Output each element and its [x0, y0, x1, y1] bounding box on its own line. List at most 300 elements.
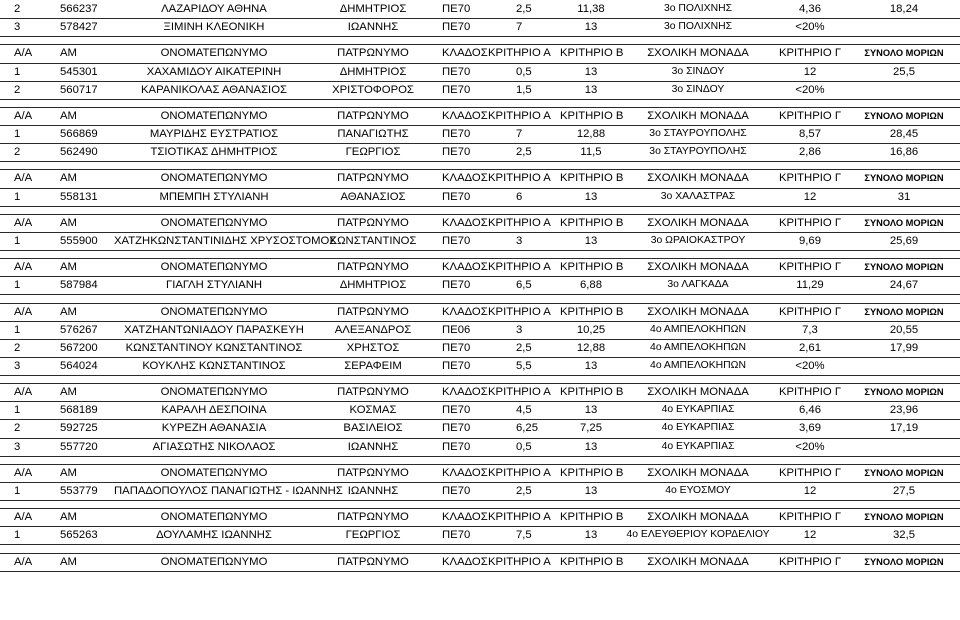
header-criterion-a: ΚΡΙΤΗΡΙΟ Α: [488, 306, 551, 318]
cell-branch: ΠΕ70: [442, 66, 471, 78]
cell-branch: ΠΕ70: [442, 21, 471, 33]
cell-school-unit: 3ο ΣΤΑΥΡΟΥΠΟΛΗΣ: [649, 128, 747, 139]
cell-total-points: 28,45: [889, 128, 919, 140]
header-full-name: ΟΝΟΜΑΤΕΠΩΝΥΜΟ: [160, 511, 268, 523]
cell-row-index: 1: [14, 404, 21, 416]
cell-criterion-a: 6,5: [516, 279, 532, 291]
cell-school-unit: 3ο ΠΟΛΙΧΝΗΣ: [663, 3, 733, 14]
row-divider: [0, 99, 960, 100]
cell-criterion-a: 7: [516, 128, 523, 140]
header-row-index: Α/Α: [14, 47, 33, 59]
cell-criterion-b: 7,25: [580, 422, 602, 434]
cell-total-points: 17,19: [889, 422, 919, 434]
header-branch: ΚΛΑΔΟΣ: [442, 386, 488, 398]
header-am: ΑΜ: [60, 110, 77, 122]
header-school-unit: ΣΧΟΛΙΚΗ ΜΟΝΑΔΑ: [647, 511, 749, 523]
row-divider: [0, 294, 960, 295]
cell-criterion-c: 7,3: [802, 324, 818, 336]
header-branch: ΚΛΑΔΟΣ: [442, 110, 488, 122]
cell-father-name: ΔΗΜΗΤΡΙΟΣ: [339, 279, 407, 291]
cell-branch: ΠΕ70: [442, 3, 471, 15]
header-row: [0, 508, 960, 526]
cell-criterion-a: 2,5: [516, 146, 532, 158]
cell-am: 557720: [60, 441, 98, 453]
header-father-name: ΠΑΤΡΩΝΥΜΟ: [337, 467, 409, 479]
cell-am: 576267: [60, 324, 98, 336]
header-criterion-c: ΚΡΙΤΗΡΙΟ Γ: [778, 556, 842, 568]
header-row-index: Α/Α: [14, 110, 33, 122]
cell-criterion-a: 4,5: [516, 404, 532, 416]
table-row: [0, 357, 960, 375]
cell-row-index: 3: [14, 21, 21, 33]
cell-father-name: ΧΡΙΣΤΟΦΟΡΟΣ: [332, 84, 414, 96]
cell-criterion-c: 2,61: [799, 342, 821, 354]
cell-am: 566869: [60, 128, 98, 140]
header-row: [0, 464, 960, 482]
cell-criterion-b: 12,88: [576, 342, 606, 354]
header-full-name: ΟΝΟΜΑΤΕΠΩΝΥΜΟ: [160, 110, 268, 122]
cell-row-index: 1: [14, 279, 21, 291]
cell-criterion-b: 13: [584, 235, 598, 247]
cell-total-points: [848, 357, 960, 375]
header-branch: ΚΛΑΔΟΣ: [442, 306, 488, 318]
header-criterion-c: ΚΡΙΤΗΡΙΟ Γ: [778, 217, 842, 229]
cell-father-name: ΓΕΩΡΓΙΟΣ: [345, 529, 401, 541]
cell-row-index: 2: [14, 342, 21, 354]
header-am: ΑΜ: [60, 306, 77, 318]
cell-criterion-c: <20%: [795, 21, 825, 33]
header-am: ΑΜ: [60, 217, 77, 229]
header-total-points: ΣΥΝΟΛΟ ΜΟΡΙΩΝ: [864, 387, 944, 397]
header-school-unit: ΣΧΟΛΙΚΗ ΜΟΝΑΔΑ: [647, 47, 749, 59]
cell-full-name: ΞΙΜΙΝΗ ΚΛΕΟΝΙΚΗ: [163, 21, 265, 33]
header-school-unit: ΣΧΟΛΙΚΗ ΜΟΝΑΔΑ: [647, 110, 749, 122]
cell-father-name: ΙΩΑΝΝΗΣ: [347, 441, 399, 453]
cell-school-unit: 4ο ΕΥΚΑΡΠΙΑΣ: [661, 422, 735, 433]
cell-full-name: ΤΣΙΟΤΙΚΑΣ ΔΗΜΗΤΡΙΟΣ: [150, 146, 278, 158]
header-row-index: Α/Α: [14, 261, 33, 273]
table-row: [0, 419, 960, 437]
cell-branch: ΠΕ70: [442, 422, 471, 434]
header-row: [0, 383, 960, 401]
cell-branch: ΠΕ70: [442, 84, 471, 96]
cell-father-name: ΙΩΑΝΝΗΣ: [347, 21, 399, 33]
header-criterion-a: ΚΡΙΤΗΡΙΟ Α: [488, 47, 551, 59]
cell-row-index: 2: [14, 3, 21, 15]
table-row: [0, 143, 960, 161]
cell-branch: ΠΕ70: [442, 404, 471, 416]
cell-school-unit: 3ο ΣΙΝΔΟΥ: [671, 84, 725, 95]
cell-full-name: ΓΙΑΓΛΗ ΣΤΥΛΙΑΝΗ: [165, 279, 263, 291]
cell-father-name: ΧΡΗΣΤΟΣ: [346, 342, 400, 354]
header-father-name: ΠΑΤΡΩΝΥΜΟ: [337, 47, 409, 59]
cell-branch: ΠΕ70: [442, 235, 471, 247]
header-am: ΑΜ: [60, 47, 77, 59]
cell-branch: ΠΕ70: [442, 529, 471, 541]
row-divider: [0, 36, 960, 37]
header-criterion-b: ΚΡΙΤΗΡΙΟ Β: [560, 261, 624, 273]
header-am: ΑΜ: [60, 511, 77, 523]
header-row: [0, 303, 960, 321]
cell-criterion-a: 3: [516, 235, 523, 247]
cell-branch: ΠΕ70: [442, 485, 471, 497]
cell-father-name: ΚΩΝΣΤΑΝΤΙΝΟΣ: [329, 235, 417, 247]
cell-father-name: ΙΩΑΝΝΗΣ: [347, 485, 399, 497]
header-school-unit: ΣΧΟΛΙΚΗ ΜΟΝΑΔΑ: [647, 467, 749, 479]
header-criterion-b: ΚΡΙΤΗΡΙΟ Β: [560, 386, 624, 398]
cell-am: 562490: [60, 146, 98, 158]
cell-am: 564024: [60, 360, 98, 372]
header-total-points: ΣΥΝΟΛΟ ΜΟΡΙΩΝ: [864, 557, 944, 567]
cell-criterion-b: 11,38: [577, 3, 605, 15]
header-row: [0, 107, 960, 125]
header-criterion-b: ΚΡΙΤΗΡΙΟ Β: [560, 217, 624, 229]
cell-school-unit: 4ο ΑΜΠΕΛΟΚΗΠΩΝ: [650, 324, 746, 335]
header-branch: ΚΛΑΔΟΣ: [442, 511, 488, 523]
cell-total-points: 16,86: [889, 146, 919, 158]
cell-full-name: ΛΑΖΑΡΙΔΟΥ ΑΘΗΝΑ: [161, 3, 267, 15]
header-total-points: ΣΥΝΟΛΟ ΜΟΡΙΩΝ: [864, 173, 944, 183]
header-criterion-c: ΚΡΙΤΗΡΙΟ Γ: [778, 172, 842, 184]
header-row: [0, 553, 960, 571]
cell-full-name: ΧΑΧΑΜΙΔΟΥ ΑΙΚΑΤΕΡΙΝΗ: [146, 66, 282, 78]
header-criterion-b: ΚΡΙΤΗΡΙΟ Β: [560, 511, 624, 523]
cell-row-index: 1: [14, 191, 21, 203]
cell-branch: ΠΕ70: [442, 279, 471, 291]
cell-criterion-c: 3,69: [799, 422, 821, 434]
row-divider: [0, 161, 960, 162]
cell-criterion-c: 8,57: [799, 128, 821, 140]
cell-school-unit: 4ο ΑΜΠΕΛΟΚΗΠΩΝ: [650, 360, 746, 371]
header-criterion-c: ΚΡΙΤΗΡΙΟ Γ: [778, 261, 842, 273]
header-criterion-a: ΚΡΙΤΗΡΙΟ Α: [488, 511, 551, 523]
cell-father-name: ΠΑΝΑΓΙΩΤΗΣ: [337, 128, 409, 140]
header-father-name: ΠΑΤΡΩΝΥΜΟ: [337, 556, 409, 568]
header-am: ΑΜ: [60, 467, 77, 479]
cell-criterion-b: 13: [584, 360, 598, 372]
cell-total-points: 27,5: [893, 485, 915, 497]
cell-criterion-a: 2,5: [516, 3, 532, 15]
cell-total-points: 25,69: [889, 235, 919, 247]
cell-am: 558131: [60, 191, 98, 203]
cell-criterion-c: 6,46: [799, 404, 821, 416]
cell-criterion-c: 12: [803, 66, 817, 78]
cell-criterion-a: 6,25: [516, 422, 538, 434]
cell-father-name: ΣΕΡΑΦΕΙΜ: [344, 360, 402, 372]
header-branch: ΚΛΑΔΟΣ: [442, 261, 488, 273]
cell-criterion-b: 12,88: [576, 128, 606, 140]
header-total-points: ΣΥΝΟΛΟ ΜΟΡΙΩΝ: [864, 262, 944, 272]
cell-am: 545301: [60, 66, 98, 78]
header-row-index: Α/Α: [14, 172, 33, 184]
cell-criterion-c: 4,36: [799, 3, 821, 15]
header-total-points: ΣΥΝΟΛΟ ΜΟΡΙΩΝ: [864, 468, 944, 478]
header-criterion-a: ΚΡΙΤΗΡΙΟ Α: [488, 556, 551, 568]
cell-row-index: 2: [14, 422, 21, 434]
cell-criterion-c: 12: [803, 485, 817, 497]
header-row-index: Α/Α: [14, 467, 33, 479]
cell-criterion-a: 0,5: [516, 66, 532, 78]
cell-school-unit: 3ο ΩΡΑΙΟΚΑΣΤΡΟΥ: [650, 235, 746, 246]
table-row: [0, 438, 960, 456]
header-criterion-c: ΚΡΙΤΗΡΙΟ Γ: [778, 110, 842, 122]
table-row: [0, 188, 960, 206]
header-father-name: ΠΑΤΡΩΝΥΜΟ: [337, 217, 409, 229]
header-criterion-b: ΚΡΙΤΗΡΙΟ Β: [560, 556, 624, 568]
cell-row-index: 3: [14, 441, 21, 453]
header-row-index: Α/Α: [14, 556, 33, 568]
header-criterion-a: ΚΡΙΤΗΡΙΟ Α: [488, 386, 551, 398]
cell-father-name: ΒΑΣΙΛΕΙΟΣ: [343, 422, 403, 434]
header-branch: ΚΛΑΔΟΣ: [442, 47, 488, 59]
cell-criterion-b: 13: [584, 21, 598, 33]
header-row: [0, 44, 960, 62]
cell-total-points: 23,96: [889, 404, 919, 416]
cell-total-points: [848, 18, 960, 36]
cell-full-name: ΚΟΥΚΛΗΣ ΚΩΝΣΤΑΝΤΙΝΟΣ: [142, 360, 286, 372]
cell-row-index: 1: [14, 128, 21, 140]
header-criterion-c: ΚΡΙΤΗΡΙΟ Γ: [778, 47, 842, 59]
table-row: [0, 0, 960, 18]
cell-criterion-b: 11,5: [580, 146, 602, 158]
table-row: [0, 339, 960, 357]
header-full-name: ΟΝΟΜΑΤΕΠΩΝΥΜΟ: [160, 217, 268, 229]
table-row: [0, 526, 960, 544]
header-school-unit: ΣΧΟΛΙΚΗ ΜΟΝΑΔΑ: [647, 556, 749, 568]
cell-school-unit: 3ο ΣΤΑΥΡΟΥΠΟΛΗΣ: [649, 146, 747, 157]
header-row: [0, 169, 960, 187]
table-row: [0, 81, 960, 99]
cell-total-points: 17,99: [889, 342, 919, 354]
header-school-unit: ΣΧΟΛΙΚΗ ΜΟΝΑΔΑ: [647, 261, 749, 273]
cell-school-unit: 4ο ΑΜΠΕΛΟΚΗΠΩΝ: [650, 342, 746, 353]
cell-row-index: 1: [14, 529, 21, 541]
cell-row-index: 2: [14, 146, 21, 158]
row-divider: [0, 544, 960, 545]
table-row: [0, 125, 960, 143]
cell-total-points: [848, 81, 960, 99]
cell-father-name: ΔΗΜΗΤΡΙΟΣ: [339, 66, 407, 78]
cell-branch: ΠΕ70: [442, 128, 471, 140]
header-row-index: Α/Α: [14, 511, 33, 523]
header-branch: ΚΛΑΔΟΣ: [442, 172, 488, 184]
cell-full-name: ΑΓΙΑΣΩΤΗΣ ΝΙΚΟΛΑΟΣ: [152, 441, 276, 453]
cell-row-index: 1: [14, 66, 21, 78]
cell-criterion-a: 1,5: [516, 84, 532, 96]
header-full-name: ΟΝΟΜΑΤΕΠΩΝΥΜΟ: [160, 306, 268, 318]
header-criterion-c: ΚΡΙΤΗΡΙΟ Γ: [778, 467, 842, 479]
row-divider: [0, 206, 960, 207]
header-criterion-a: ΚΡΙΤΗΡΙΟ Α: [488, 467, 551, 479]
header-full-name: ΟΝΟΜΑΤΕΠΩΝΥΜΟ: [160, 386, 268, 398]
header-criterion-b: ΚΡΙΤΗΡΙΟ Β: [560, 110, 624, 122]
cell-school-unit: 3ο ΧΑΛΑΣΤΡΑΣ: [660, 191, 736, 202]
cell-row-index: 2: [14, 84, 21, 96]
header-branch: ΚΛΑΔΟΣ: [442, 556, 488, 568]
row-divider: [0, 500, 960, 501]
header-total-points: ΣΥΝΟΛΟ ΜΟΡΙΩΝ: [864, 48, 944, 58]
cell-criterion-c: 9,69: [799, 235, 821, 247]
header-full-name: ΟΝΟΜΑΤΕΠΩΝΥΜΟ: [160, 172, 268, 184]
cell-branch: ΠΕ70: [442, 360, 471, 372]
cell-full-name: ΜΑΥΡΙΔΗΣ ΕΥΣΤΡΑΤΙΟΣ: [149, 128, 279, 140]
cell-criterion-c: <20%: [795, 84, 825, 96]
row-divider: [0, 456, 960, 457]
header-criterion-b: ΚΡΙΤΗΡΙΟ Β: [560, 306, 624, 318]
cell-branch: ΠΕ70: [442, 342, 471, 354]
header-father-name: ΠΑΤΡΩΝΥΜΟ: [337, 511, 409, 523]
header-father-name: ΠΑΤΡΩΝΥΜΟ: [337, 261, 409, 273]
cell-criterion-b: 13: [584, 191, 598, 203]
cell-school-unit: 4ο ΕΥΟΣΜΟΥ: [665, 485, 731, 496]
cell-criterion-c: 11,29: [796, 279, 824, 291]
cell-criterion-a: 3: [516, 324, 523, 336]
cell-criterion-a: 7: [516, 21, 523, 33]
cell-am: 567200: [60, 342, 98, 354]
cell-branch: ΠΕ06: [442, 324, 471, 336]
header-criterion-c: ΚΡΙΤΗΡΙΟ Γ: [778, 306, 842, 318]
table-row: [0, 276, 960, 294]
cell-criterion-c: <20%: [795, 360, 825, 372]
cell-row-index: 1: [14, 235, 21, 247]
cell-row-index: 1: [14, 485, 21, 497]
header-total-points: ΣΥΝΟΛΟ ΜΟΡΙΩΝ: [864, 512, 944, 522]
cell-full-name: ΔΟΥΛΑΜΗΣ ΙΩΑΝΝΗΣ: [156, 529, 272, 541]
cell-branch: ΠΕ70: [442, 146, 471, 158]
header-school-unit: ΣΧΟΛΙΚΗ ΜΟΝΑΔΑ: [647, 217, 749, 229]
cell-total-points: 18,24: [889, 3, 919, 15]
header-row-index: Α/Α: [14, 386, 33, 398]
cell-criterion-a: 0,5: [516, 441, 532, 453]
cell-full-name: ΚΑΡΑΛΗ ΔΕΣΠΟΙΝΑ: [161, 404, 267, 416]
cell-am: 587984: [60, 279, 98, 291]
cell-criterion-b: 13: [584, 84, 598, 96]
cell-full-name: ΚΩΝΣΤΑΝΤΙΝΟΥ ΚΩΝΣΤΑΝΤΙΝΟΣ: [125, 342, 303, 354]
cell-criterion-a: 2,5: [516, 342, 532, 354]
cell-father-name: ΚΟΣΜΑΣ: [349, 404, 397, 416]
header-criterion-a: ΚΡΙΤΗΡΙΟ Α: [488, 172, 551, 184]
cell-father-name: ΑΛΕΞΑΝΔΡΟΣ: [334, 324, 412, 336]
header-criterion-b: ΚΡΙΤΗΡΙΟ Β: [560, 47, 624, 59]
cell-total-points: 24,67: [889, 279, 919, 291]
row-divider: [0, 250, 960, 251]
header-am: ΑΜ: [60, 261, 77, 273]
cell-school-unit: 3ο ΠΟΛΙΧΝΗΣ: [663, 21, 733, 32]
table-row: [0, 63, 960, 81]
cell-am: 592725: [60, 422, 98, 434]
cell-am: 555900: [60, 235, 98, 247]
cell-criterion-c: 12: [803, 191, 817, 203]
header-total-points: ΣΥΝΟΛΟ ΜΟΡΙΩΝ: [864, 307, 944, 317]
cell-criterion-c: <20%: [795, 441, 825, 453]
cell-am: 565263: [60, 529, 98, 541]
cell-full-name: ΠΑΠΑΔΟΠΟΥΛΟΣ ΠΑΝΑΓΙΩΤΗΣ - ΙΩΑΝΝΗΣ: [114, 485, 343, 497]
header-father-name: ΠΑΤΡΩΝΥΜΟ: [337, 306, 409, 318]
cell-am: 553779: [60, 485, 98, 497]
cell-criterion-a: 7,5: [516, 529, 532, 541]
cell-criterion-a: 2,5: [516, 485, 532, 497]
cell-am: 566237: [60, 3, 98, 15]
table-row: [0, 482, 960, 500]
header-father-name: ΠΑΤΡΩΝΥΜΟ: [337, 110, 409, 122]
cell-row-index: 3: [14, 360, 21, 372]
cell-total-points: 32,5: [893, 529, 915, 541]
cell-row-index: 1: [14, 324, 21, 336]
header-full-name: ΟΝΟΜΑΤΕΠΩΝΥΜΟ: [160, 47, 268, 59]
header-criterion-c: ΚΡΙΤΗΡΙΟ Γ: [778, 511, 842, 523]
row-divider: [0, 375, 960, 376]
table-row: [0, 321, 960, 339]
header-school-unit: ΣΧΟΛΙΚΗ ΜΟΝΑΔΑ: [647, 172, 749, 184]
row-divider: [0, 571, 960, 572]
cell-criterion-b: 13: [584, 441, 598, 453]
header-full-name: ΟΝΟΜΑΤΕΠΩΝΥΜΟ: [160, 467, 268, 479]
cell-branch: ΠΕ70: [442, 441, 471, 453]
cell-branch: ΠΕ70: [442, 191, 471, 203]
cell-total-points: 31: [897, 191, 911, 203]
header-criterion-a: ΚΡΙΤΗΡΙΟ Α: [488, 261, 551, 273]
cell-criterion-b: 6,88: [580, 279, 602, 291]
cell-father-name: ΑΘΑΝΑΣΙΟΣ: [340, 191, 406, 203]
header-am: ΑΜ: [60, 386, 77, 398]
cell-criterion-b: 13: [584, 404, 598, 416]
cell-school-unit: 4ο ΕΥΚΑΡΠΙΑΣ: [661, 404, 735, 415]
header-total-points: ΣΥΝΟΛΟ ΜΟΡΙΩΝ: [864, 111, 944, 121]
header-criterion-a: ΚΡΙΤΗΡΙΟ Α: [488, 110, 551, 122]
header-full-name: ΟΝΟΜΑΤΕΠΩΝΥΜΟ: [160, 261, 268, 273]
table-row: [0, 401, 960, 419]
header-criterion-c: ΚΡΙΤΗΡΙΟ Γ: [778, 386, 842, 398]
cell-criterion-a: 6: [516, 191, 523, 203]
table-row: [0, 18, 960, 36]
cell-criterion-b: 13: [584, 66, 598, 78]
cell-criterion-b: 13: [584, 529, 598, 541]
header-father-name: ΠΑΤΡΩΝΥΜΟ: [337, 172, 409, 184]
cell-criterion-b: 10,25: [576, 324, 606, 336]
cell-school-unit: 3ο ΛΑΓΚΑΔΑ: [667, 279, 729, 290]
header-am: ΑΜ: [60, 172, 77, 184]
cell-am: 568189: [60, 404, 98, 416]
cell-full-name: ΚΥΡΕΖΗ ΑΘΑΝΑΣΙΑ: [161, 422, 267, 434]
header-criterion-a: ΚΡΙΤΗΡΙΟ Α: [488, 217, 551, 229]
cell-father-name: ΔΗΜΗΤΡΙΟΣ: [339, 3, 407, 15]
cell-criterion-c: 2,86: [799, 146, 821, 158]
header-total-points: ΣΥΝΟΛΟ ΜΟΡΙΩΝ: [864, 218, 944, 228]
header-school-unit: ΣΧΟΛΙΚΗ ΜΟΝΑΔΑ: [647, 386, 749, 398]
header-row-index: Α/Α: [14, 217, 33, 229]
cell-criterion-a: 5,5: [516, 360, 532, 372]
cell-school-unit: 4ο ΕΥΚΑΡΠΙΑΣ: [661, 441, 735, 452]
header-row-index: Α/Α: [14, 306, 33, 318]
table-row: [0, 232, 960, 250]
header-row: [0, 258, 960, 276]
cell-total-points: 25,5: [893, 66, 915, 78]
cell-full-name: ΧΑΤΖΗΚΩΝΣΤΑΝΤΙΝΙΔΗΣ ΧΡΥΣΟΣΤΟΜΟΣ: [114, 235, 337, 247]
header-school-unit: ΣΧΟΛΙΚΗ ΜΟΝΑΔΑ: [647, 306, 749, 318]
cell-total-points: [848, 438, 960, 456]
header-am: ΑΜ: [60, 556, 77, 568]
cell-criterion-b: 13: [584, 485, 598, 497]
header-branch: ΚΛΑΔΟΣ: [442, 467, 488, 479]
header-criterion-b: ΚΡΙΤΗΡΙΟ Β: [560, 172, 624, 184]
cell-criterion-c: 12: [803, 529, 817, 541]
header-criterion-b: ΚΡΙΤΗΡΙΟ Β: [560, 467, 624, 479]
header-full-name: ΟΝΟΜΑΤΕΠΩΝΥΜΟ: [160, 556, 268, 568]
header-branch: ΚΛΑΔΟΣ: [442, 217, 488, 229]
header-father-name: ΠΑΤΡΩΝΥΜΟ: [337, 386, 409, 398]
cell-total-points: 20,55: [889, 324, 919, 336]
header-row: [0, 214, 960, 232]
